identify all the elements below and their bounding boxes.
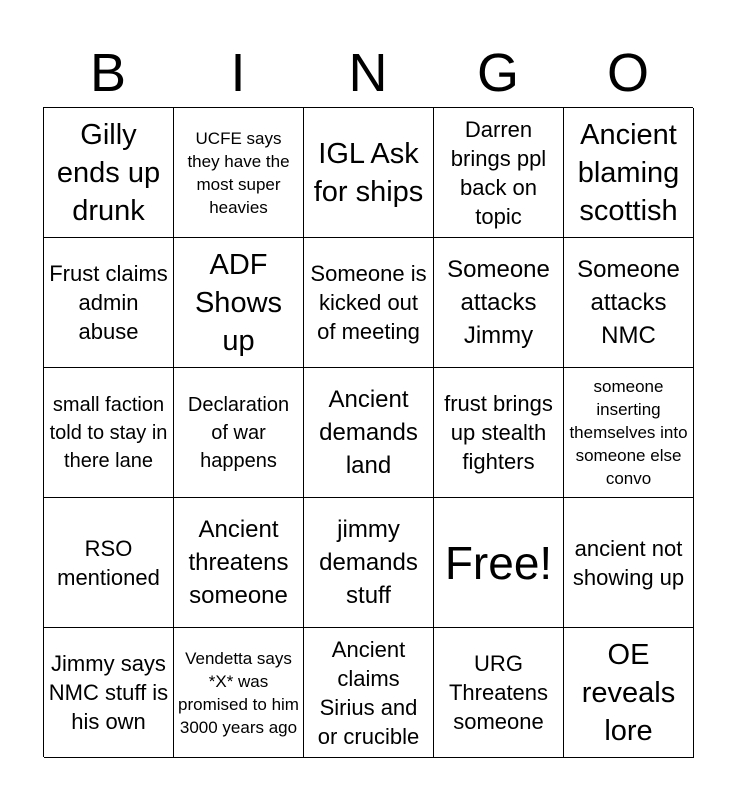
bingo-cell-r4c3[interactable] [304, 498, 434, 628]
cell-text: jimmy demands stuff [319, 516, 418, 609]
cell-text: IGL Ask for ships [313, 137, 424, 208]
cell-text: URG Threatens someone [448, 651, 549, 734]
bingo-cell-r5c1[interactable] [44, 628, 174, 758]
cell-text: Ancient demands land [319, 386, 418, 479]
cell-text: RSO mentioned [57, 535, 160, 590]
header-letter-n: N [348, 43, 388, 103]
bingo-cell-free[interactable] [434, 498, 564, 628]
header-letter-b: B [89, 43, 127, 103]
cell-text: OE reveals lore [581, 638, 676, 747]
bingo-cell-r4c2[interactable] [174, 498, 304, 628]
bingo-cell-r5c2[interactable] [174, 628, 304, 758]
cell-text: small faction told to stay in there lane [49, 393, 168, 472]
header-letter-i: I [230, 43, 246, 103]
bingo-cell-r1c3[interactable] [304, 108, 434, 238]
header-letter-g: G [476, 43, 519, 103]
cell-text: Someone is kicked out of meeting [310, 261, 427, 344]
bingo-cell-r5c3[interactable] [304, 628, 434, 758]
cell-text: Someone attacks NMC [577, 256, 680, 349]
bingo-cell-r5c4[interactable] [434, 628, 564, 758]
bingo-cell-r3c2[interactable] [174, 368, 304, 498]
cell-text: Vendetta says *X* was promised to him 3000 years ago [178, 648, 299, 737]
header-letter-o: O [606, 43, 649, 103]
bingo-cell-r3c3[interactable] [304, 368, 434, 498]
cell-text: ADF Shows up [194, 248, 283, 357]
bingo-cell-r3c5[interactable] [564, 368, 694, 498]
cell-text: ancient not showing up [572, 535, 685, 590]
bingo-cell-r5c5[interactable] [564, 628, 694, 758]
cell-text: frust brings up stealth fighters [444, 391, 553, 474]
bingo-cell-r1c4[interactable] [434, 108, 564, 238]
cell-text: Frust claims admin abuse [49, 261, 168, 344]
bingo-cell-r2c3[interactable] [304, 238, 434, 368]
bingo-cell-r1c2[interactable] [174, 108, 304, 238]
cell-text: someone inserting themselves into someone else convo [569, 377, 688, 488]
bingo-cell-r3c4[interactable] [434, 368, 564, 498]
bingo-cell-r2c5[interactable] [564, 238, 694, 368]
bingo-cell-r2c2[interactable] [174, 238, 304, 368]
cell-text: Ancient claims Sirius and or crucible [317, 636, 420, 749]
bingo-board [43, 107, 693, 757]
cell-text: UCFE says they have the most super heavies [187, 128, 290, 217]
cell-text: Someone attacks Jimmy [447, 256, 550, 349]
cell-text: Ancient threatens someone [188, 516, 289, 609]
bingo-cell-r4c1[interactable] [44, 498, 174, 628]
bingo-cell-r2c4[interactable] [434, 238, 564, 368]
bingo-header [43, 38, 693, 108]
bingo-cell-r3c1[interactable] [44, 368, 174, 498]
cell-text: Jimmy says NMC stuff is his own [48, 651, 169, 734]
bingo-cell-r2c1[interactable] [44, 238, 174, 368]
cell-text: Declaration of war happens [187, 393, 290, 472]
cell-text: Gilly ends up drunk [56, 118, 161, 227]
cell-text: Ancient blaming scottish [577, 118, 680, 227]
bingo-cell-r1c1[interactable] [44, 108, 174, 238]
bingo-cell-r1c5[interactable] [564, 108, 694, 238]
bingo-cell-r4c5[interactable] [564, 498, 694, 628]
cell-text: Darren brings ppl back on topic [450, 116, 547, 229]
cell-text: Free! [444, 536, 553, 589]
